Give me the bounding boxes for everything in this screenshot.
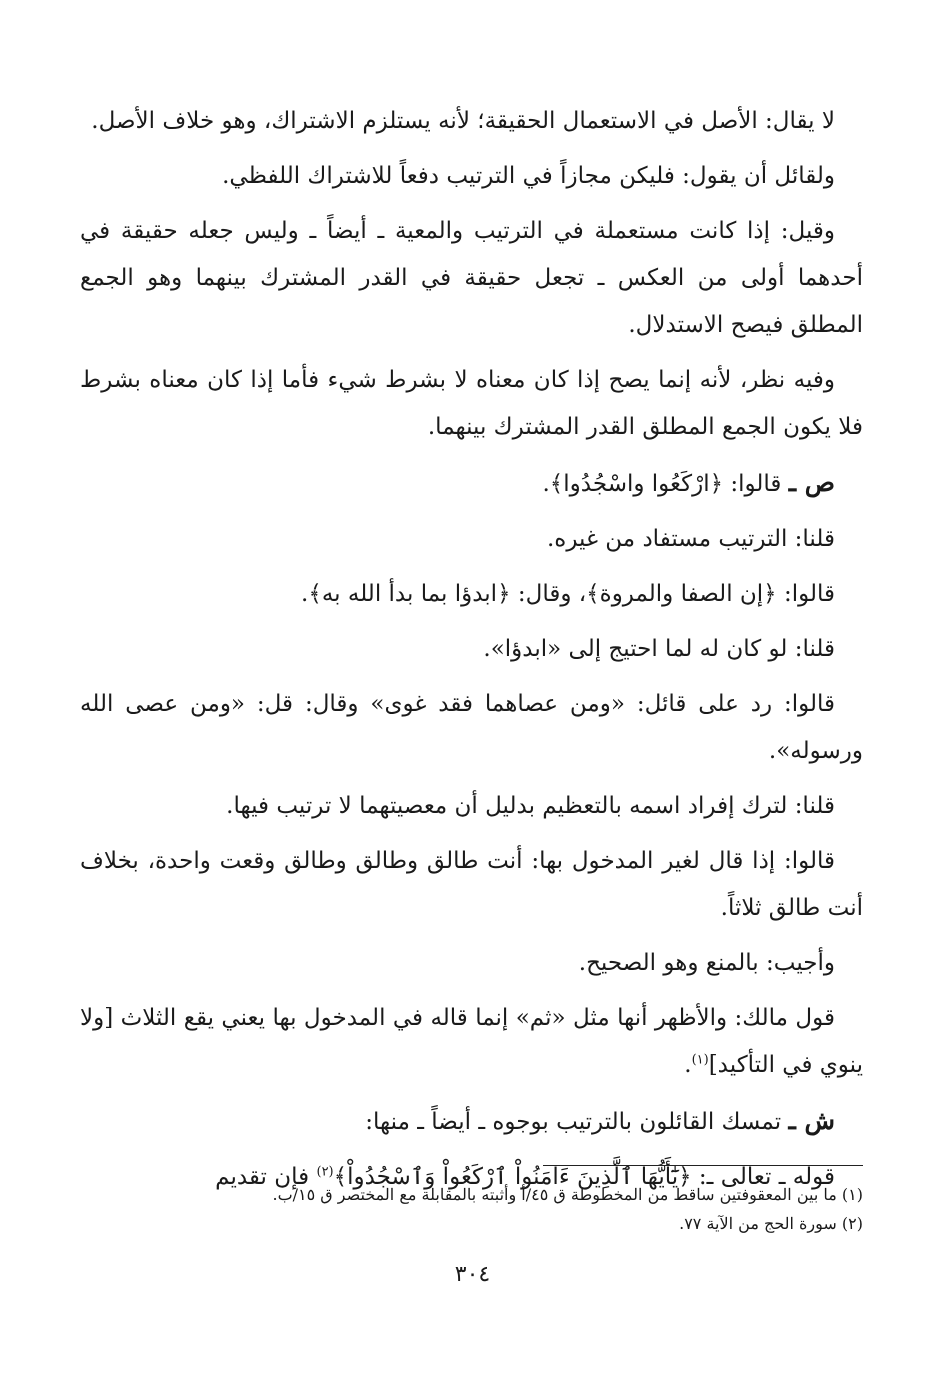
paragraph-text: ولقائل أن يقول: فليكن مجازاً في الترتيب دفعاً للاشتراك اللفظي. (222, 163, 835, 189)
paragraph-text: قول مالك: والأظهر أنها مثل «ثم» إنما قاله في المدخول بها يعني يقع الثلاث [ولا ينوي في التأكيد] (80, 1005, 863, 1078)
footnotes (80, 1180, 863, 1238)
paragraph-text: قلنا: لو كان له لما احتيج إلى «ابدؤا». (483, 636, 835, 662)
footnote: (١) ما بين المعقوفتين ساقط من المخطوطة ق ٤٥/أ وأثبته بالمقابلة مع المختصر ق ١٥/ب. (272, 1185, 863, 1204)
paragraph-text: قالوا: ﴿إن الصفا والمروة﴾، وقال: ﴿ابدؤا بما بدأ الله به﴾. (301, 581, 835, 607)
paragraph-text: وأجيب: بالمنع وهو الصحيح. (578, 950, 835, 976)
paragraph-text: قالوا: رد على قائل: «ومن عصاهما فقد غوى» وقال: قل: «ومن عصى الله ورسوله». (80, 691, 863, 764)
paragraph-text-tail: . (684, 1052, 692, 1078)
paragraph-text: تمسك القائلون بالترتيب بوجوه ـ أيضاً ـ منها: (365, 1109, 782, 1135)
paragraph (80, 783, 863, 830)
section-marker: ش ـ (788, 1106, 835, 1135)
paragraph (80, 516, 863, 563)
paragraph (80, 357, 863, 451)
paragraph (80, 940, 863, 987)
paragraph (80, 208, 863, 349)
paragraph (80, 626, 863, 673)
paragraph-text: قوله ـ تعالى ـ: ﴿يَٰٓأَيُّهَا ٱلَّذِينَ ءَامَنُواْ ٱرْكَعُواْ وَٱسْجُدُواْ﴾ (333, 1164, 835, 1190)
paragraph-text-tail: فإن تقديم (215, 1164, 317, 1190)
paragraph (80, 98, 863, 145)
paragraph-text: وفيه نظر، لأنه إنما يصح إذا كان معناه لا بشرط شيء فأما إذا كان معناه بشرط فلا يكون الجمع المطلق القدر المشترك بينهما. (80, 367, 863, 440)
footnote-ref-2[interactable]: (٢) (316, 1164, 334, 1180)
footnote: (٢) سورة الحج من الآية ٧٧. (679, 1214, 863, 1233)
footnote-divider (543, 1165, 863, 1166)
paragraph (80, 681, 863, 775)
paragraph (80, 571, 863, 618)
paragraph (80, 995, 863, 1089)
paragraph-text: قالوا: إذا قال لغير المدخول بها: أنت طالق وطالق وطالق وقعت واحدة، بخلاف أنت طالق ثلاثاً. (80, 848, 863, 921)
paragraph-text: وقيل: إذا كانت مستعملة في الترتيب والمعية ـ أيضاً ـ وليس جعله حقيقة في أحدهما أولى من العكس ـ تجعل حقيقة في القدر المشترك بينهما وهو الجمع المطلق فيصح الاستدلال. (80, 218, 863, 338)
body-text (80, 98, 863, 1201)
paragraph-text: لا يقال: الأصل في الاستعمال الحقيقة؛ لأنه يستلزم الاشتراك، وهو خلاف الأصل. (91, 108, 835, 134)
paragraph (80, 838, 863, 932)
paragraph (80, 1097, 863, 1146)
footnote-ref-1[interactable]: (١) (691, 1052, 709, 1068)
page-number: ٣٠٤ (454, 1262, 491, 1287)
paragraph-text: قلنا: الترتيب مستفاد من غيره. (546, 526, 835, 552)
section-marker: ص ـ (788, 468, 835, 497)
paragraph-text: قالوا: ﴿ارْكَعُوا واسْجُدُوا﴾. (542, 471, 782, 497)
paragraph (80, 153, 863, 200)
paragraph-text: قلنا: لترك إفراد اسمه بالتعظيم بدليل أن معصيتهما لا ترتيب فيها. (226, 793, 835, 819)
paragraph (80, 459, 863, 508)
